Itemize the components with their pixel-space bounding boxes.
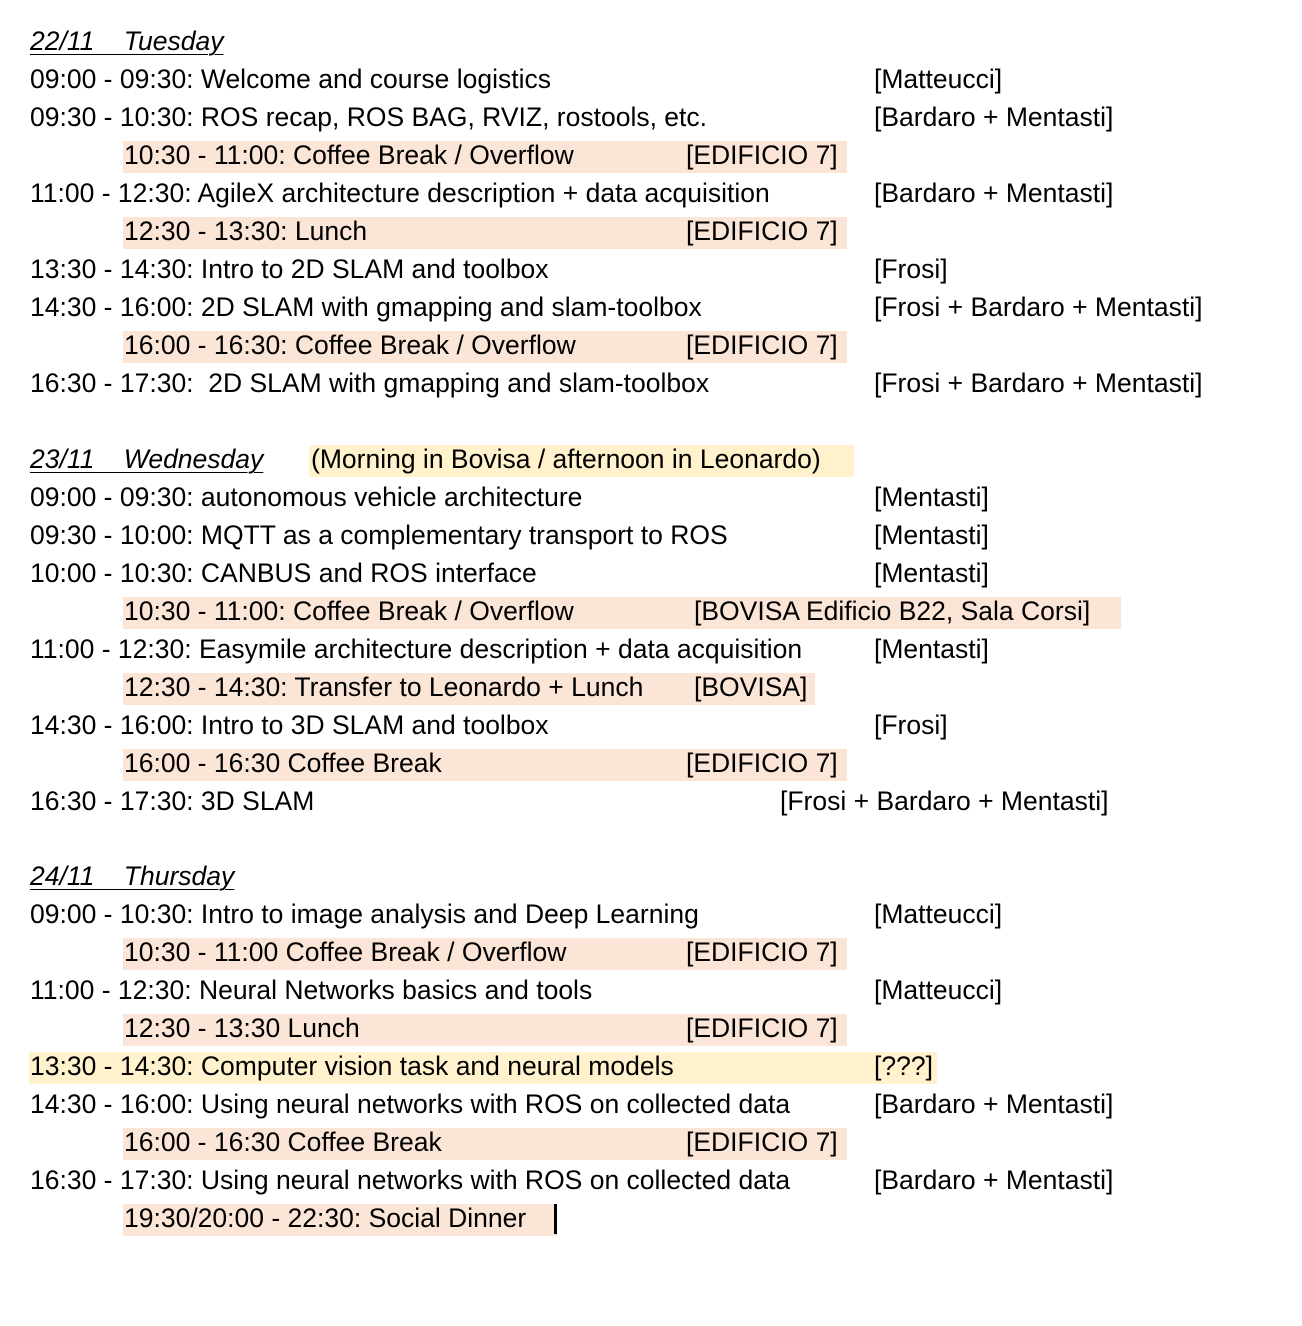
session-speaker: [Mentasti] xyxy=(874,634,989,664)
schedule-row xyxy=(0,1161,1302,1199)
break-text: 12:30 - 14:30: Transfer to Leonardo + Lunch xyxy=(124,672,644,702)
session-speaker: [Frosi + Bardaro + Mentasti] xyxy=(780,786,1109,816)
session-speaker: [Frosi] xyxy=(874,710,948,740)
schedule-row xyxy=(0,782,1302,820)
break-location: [EDIFICIO 7] xyxy=(686,1127,838,1157)
schedule-row xyxy=(0,971,1302,1009)
session-text: 11:00 - 12:30: AgileX architecture description + data acquisition xyxy=(30,178,770,208)
day-header-label: 23/11 Wednesday xyxy=(30,444,264,474)
schedule-row xyxy=(0,706,1302,744)
schedule-row xyxy=(0,630,1302,668)
session-speaker: [Bardaro + Mentasti] xyxy=(874,178,1114,208)
day-header-wednesday xyxy=(0,440,1302,478)
session-text: 09:30 - 10:00: MQTT as a complementary transport to ROS xyxy=(30,520,728,550)
session-text: 13:30 - 14:30: Intro to 2D SLAM and toolbox xyxy=(30,254,549,284)
session-text: 10:00 - 10:30: CANBUS and ROS interface xyxy=(30,558,537,588)
break-row xyxy=(0,1123,1302,1161)
session-text: 16:30 - 17:30: Using neural networks with ROS on collected data xyxy=(30,1165,791,1195)
day-header-label: 22/11 Tuesday xyxy=(30,26,224,56)
break-text: 16:00 - 16:30 Coffee Break xyxy=(124,1127,442,1157)
session-speaker: [Matteucci] xyxy=(874,64,1003,94)
schedule-row-highlighted xyxy=(0,1047,1302,1085)
break-row xyxy=(0,668,1302,706)
session-text: 11:00 - 12:30: Easymile architecture description + data acquisition xyxy=(30,634,803,664)
schedule-row xyxy=(0,895,1302,933)
session-text: 09:30 - 10:30: ROS recap, ROS BAG, RVIZ, rostools, etc. xyxy=(30,102,708,132)
session-speaker: [Matteucci] xyxy=(874,975,1003,1005)
break-row xyxy=(0,592,1302,630)
break-row xyxy=(0,326,1302,364)
break-text: 10:30 - 11:00: Coffee Break / Overflow xyxy=(124,596,574,626)
break-text: 12:30 - 13:30: Lunch xyxy=(124,216,368,246)
session-text: 09:00 - 09:30: autonomous vehicle architecture xyxy=(30,482,583,512)
session-text: 16:30 - 17:30: 2D SLAM with gmapping and slam-toolbox xyxy=(30,368,710,398)
session-speaker: [Mentasti] xyxy=(874,482,989,512)
break-text: 10:30 - 11:00 Coffee Break / Overflow xyxy=(124,937,567,967)
schedule-row xyxy=(0,478,1302,516)
break-row xyxy=(0,933,1302,971)
session-text: 09:00 - 10:30: Intro to image analysis and Deep Learning xyxy=(30,899,699,929)
session-text: 14:30 - 16:00: Intro to 3D SLAM and toolbox xyxy=(30,710,549,740)
session-text: 14:30 - 16:00: 2D SLAM with gmapping and slam-toolbox xyxy=(30,292,702,322)
dinner-text: 19:30/20:00 - 22:30: Social Dinner xyxy=(124,1203,527,1233)
session-text: 11:00 - 12:30: Neural Networks basics and tools xyxy=(30,975,593,1005)
break-location: [EDIFICIO 7] xyxy=(686,1013,838,1043)
schedule-row xyxy=(0,250,1302,288)
text-cursor[interactable] xyxy=(554,1204,557,1234)
break-text: 10:30 - 11:00: Coffee Break / Overflow xyxy=(124,140,574,170)
session-speaker: [Frosi + Bardaro + Mentasti] xyxy=(874,292,1203,322)
break-row xyxy=(0,1199,1302,1237)
location-note: (Morning in Bovisa / afternoon in Leonardo) xyxy=(311,444,821,474)
break-location: [EDIFICIO 7] xyxy=(686,216,838,246)
session-text: 09:00 - 09:30: Welcome and course logistics xyxy=(30,64,551,94)
break-text: 12:30 - 13:30 Lunch xyxy=(124,1013,360,1043)
session-speaker: [Bardaro + Mentasti] xyxy=(874,102,1114,132)
schedule-row xyxy=(0,60,1302,98)
session-speaker: [Mentasti] xyxy=(874,520,989,550)
break-row xyxy=(0,744,1302,782)
session-speaker: [Mentasti] xyxy=(874,558,989,588)
break-row xyxy=(0,1009,1302,1047)
day-header-tuesday xyxy=(0,22,1302,60)
break-location: [BOVISA Edificio B22, Sala Corsi] xyxy=(694,596,1091,626)
break-location: [EDIFICIO 7] xyxy=(686,140,838,170)
session-speaker: [Frosi + Bardaro + Mentasti] xyxy=(874,368,1203,398)
break-location: [EDIFICIO 7] xyxy=(686,330,838,360)
session-speaker: [Matteucci] xyxy=(874,899,1003,929)
session-text: 13:30 - 14:30: Computer vision task and neural models xyxy=(30,1051,674,1081)
session-speaker: [Frosi] xyxy=(874,254,948,284)
break-location: [EDIFICIO 7] xyxy=(686,748,838,778)
schedule-row xyxy=(0,288,1302,326)
schedule-row xyxy=(0,1085,1302,1123)
session-speaker: [Bardaro + Mentasti] xyxy=(874,1165,1114,1195)
break-row xyxy=(0,136,1302,174)
break-text: 16:00 - 16:30 Coffee Break xyxy=(124,748,442,778)
break-location: [BOVISA] xyxy=(694,672,808,702)
schedule-row xyxy=(0,364,1302,402)
break-location: [EDIFICIO 7] xyxy=(686,937,838,967)
break-row xyxy=(0,212,1302,250)
session-speaker: [Bardaro + Mentasti] xyxy=(874,1089,1114,1119)
session-text: 14:30 - 16:00: Using neural networks with ROS on collected data xyxy=(30,1089,791,1119)
schedule-row xyxy=(0,174,1302,212)
break-text: 16:00 - 16:30: Coffee Break / Overflow xyxy=(124,330,576,360)
day-header-label: 24/11 Thursday xyxy=(30,861,235,891)
session-speaker: [???] xyxy=(874,1051,933,1081)
day-header-thursday xyxy=(0,857,1302,895)
schedule-row xyxy=(0,98,1302,136)
schedule-row xyxy=(0,554,1302,592)
schedule-row xyxy=(0,516,1302,554)
session-text: 16:30 - 17:30: 3D SLAM xyxy=(30,786,315,816)
